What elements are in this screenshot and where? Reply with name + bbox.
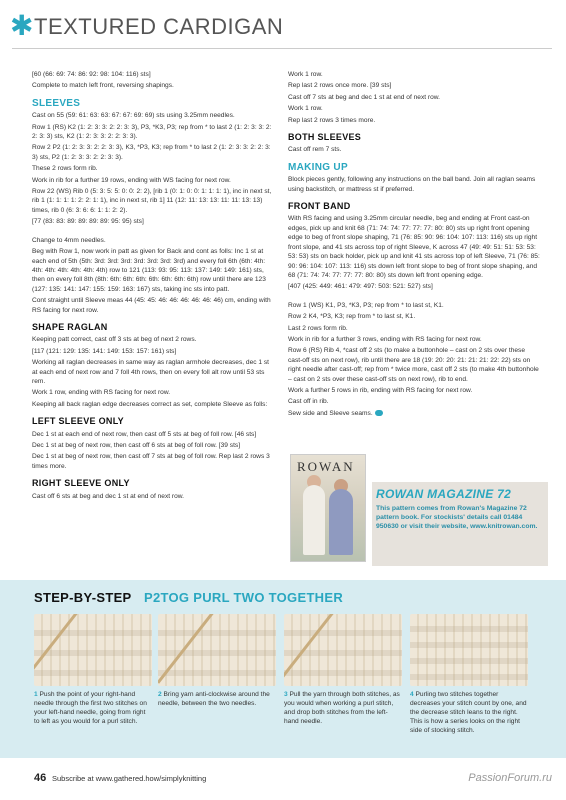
sleeves-line: [77 (83: 83: 89: 89: 89: 89: 95: 95) sts]: [32, 218, 144, 226]
top-line: Rep last 2 rows 3 times more.: [288, 116, 376, 124]
section-heading-sleeves: SLEEVES: [32, 97, 81, 109]
sleeves-line: Work in rib for a further 19 rows, ending with WS facing for next row.: [32, 176, 231, 184]
change-line: Beg with Row 1, now work in patt as given for Back and cont as folls: Inc 1 st at each end of 5th (5th: 3rd: 3rd: 3rd: 3rd: 3rd: 3rd: 3rd) and every foll 6th (6th: 4th: 4th: 4th: 4th: 4th: 4th: 4th) row to 121 (113: 93: 95: 113: 137: 149: 149: 161) sts, then on every foll 8th (8th: 6th: 6th: 6th: 6th: 6th: 6th: 6th) row until there are 123 (127: 135: 141: 147: 155: 159: 163: 167) sts, taking inc sts into patt.: [32, 248, 266, 293]
model-figure: [329, 489, 353, 555]
step-by-step-title: STEP-BY-STEP: [34, 590, 132, 605]
section-heading-making-up: MAKING UP: [288, 161, 348, 173]
subscribe-link[interactable]: Subscribe at www.gathered.how/simplyknitting: [52, 774, 207, 783]
step-1: [34, 614, 152, 726]
step-caption: [158, 690, 276, 708]
rowan-ad: [290, 446, 550, 570]
step-photo: [284, 614, 402, 686]
shape-line: Work 1 row, ending with RS facing for next row.: [32, 389, 171, 397]
step-photo: [158, 614, 276, 686]
step-caption: [284, 690, 402, 726]
step-caption: [410, 690, 528, 735]
column-right: [288, 70, 540, 420]
ad-textbox: [372, 482, 548, 566]
band2-line: Work a further 5 rows in rib, ending with RS facing for next row.: [288, 386, 473, 394]
sleeves-line: These 2 rows form rib.: [32, 165, 98, 173]
step-text: Push the point of your right-hand needle through the first two stitches on your left-hand needle, going from right to left as you would for a purl stitch.: [34, 691, 147, 725]
band2-text: Sew side and Sleeve seams.: [288, 409, 373, 417]
step-text: Pull the yarn through both stitches, as you would when working a purl stitch, and drop both stitches from the left-hand needle.: [284, 691, 400, 725]
step-text: Bring yarn anti-clockwise around the needle, between the two needles.: [158, 691, 270, 707]
section-heading-left-sleeve: LEFT SLEEVE ONLY: [32, 416, 124, 427]
band2-line: Row 1 (WS) K1, P3, *K3, P3; rep from * to last st, K1.: [288, 301, 444, 309]
intro-line: [60 (66: 69: 74: 86: 92: 98: 104: 116) sts]: [32, 71, 151, 78]
band2-line: Last 2 rows form rib.: [288, 324, 348, 332]
section-heading-shape-raglan: SHAPE RAGLAN: [32, 321, 108, 332]
step-by-step-panel: [0, 580, 566, 758]
step-photo: [34, 614, 152, 686]
asterisk-icon: ✱: [10, 10, 34, 41]
page-title: TEXTURED CARDIGAN: [34, 14, 284, 39]
shape-line: [117 (121: 129: 135: 141: 149: 153: 157: 161) sts]: [32, 347, 177, 355]
both-line: Cast off rem 7 sts.: [288, 146, 342, 154]
cover-logo: ROWAN: [297, 459, 355, 474]
change-line: Cont straight until Sleeve meas 44 (45: 45: 46: 46: 46: 46: 46: 46) cm, ending with RS facing for next row.: [32, 297, 271, 314]
shape-line: Keeping all back raglan edge decreases correct as set, complete Sleeve as folls:: [32, 400, 268, 408]
left-line: Dec 1 st at beg of next row, then cast off 7 sts at beg of foll row. Rep last 2 rows 3 times more.: [32, 453, 270, 470]
section-heading-both-sleeves: BOTH SLEEVES: [288, 132, 362, 143]
shape-line: Keeping patt correct, cast off 3 sts at beg of next 2 rows.: [32, 336, 197, 344]
ad-body: This pattern comes from Rowan's Magazine 72 pattern book. For stockists' details call 01484 950630 or visit their website, www.knitrowan.com.: [376, 505, 538, 530]
sleeves-line: Row 22 (WS) Rib 0 (5: 3: 5: 5: 0: 0: 2: 2), [rib 1 (0: 1: 0: 0: 1: 1: 1: 1), inc in next st, rib 1 (1: 1: 1: 1: 2: 2: 1: 1), inc in next st, rib 1] 11 (12: 11: 13: 13: 11: 11: 13: 13) times, rib 0 (6: 3: 6: 6: 1: 1: 2: 2).: [32, 188, 272, 214]
technique-title: P2TOG PURL TWO TOGETHER: [144, 590, 344, 605]
band2-line: Cast off in rib.: [288, 398, 329, 406]
step-3: [284, 614, 402, 726]
step-text: Purling two stitches together decreases your stitch count by one, and the decrease stitch leans to the right. This is how a series looks on the right side of stocking stitch.: [410, 691, 527, 734]
step-number: 3: [284, 691, 288, 698]
sleeves-line: Cast on 55 (59: 61: 63: 63: 67: 67: 69: 69) sts using 3.25mm needles.: [32, 112, 235, 120]
band-line: With RS facing and using 3.25mm circular needle, beg and ending at Front cast-on edges, pick up and knit 68 (71: 74: 74: 77: 77: 77: 80: 80) sts up right front opening edge to beg of front slope shaping, 71 (76: 85: 90: 96: 104: 107: 113: 116) sts up right front slope, and 41 sts across top of right Sleeve, K across 47 (49: 49: 51: 51: 53: 53: 53: 53) sts on back holder, pick up and knit 41 sts across top of left Sleeve, 71 (76: 85: 90: 96: 104: 107: 113: 116) sts down left front slope to beg of front slope shaping, and 68 (71: 74: 74: 77: 77: 77: 80: 80) sts down left front opening edge.: [288, 215, 540, 279]
band-line: [407 (425: 449: 461: 479: 497: 503: 521: 527) sts]: [288, 283, 433, 291]
top-line: Work 1 row.: [288, 71, 323, 78]
step-number: 4: [410, 691, 414, 698]
section-heading-front-band: FRONT BAND: [288, 201, 351, 212]
end-mark-icon: [375, 410, 383, 416]
left-line: Dec 1 st at each end of next row, then cast off 5 sts at beg of foll row. [46 sts]: [32, 430, 257, 438]
top-line: Cast off 7 sts at beg and dec 1 st at end of next row.: [288, 93, 440, 101]
intro-line: Complete to match left front, reversing shapings.: [32, 82, 174, 90]
section-heading-right-sleeve: RIGHT SLEEVE ONLY: [32, 478, 130, 489]
step-caption: [34, 690, 152, 726]
band2-line: Work in rib for a further 3 rows, ending with RS facing for next row.: [288, 335, 482, 343]
band2-line: Row 2 K4, *P3, K3; rep from * to last st, K1.: [288, 313, 416, 321]
page-footer: [0, 760, 566, 800]
model-figure: [303, 485, 325, 555]
sleeves-line: Row 1 (RS) K2 (1: 2: 3: 3: 2: 2: 3: 3), P3, *K3, P3; rep from * to last 2 (1: 2: 3: 3: 2: 2: 3: 3) sts, K2 (1: 2: 3: 3: 2: 2: 3: 3).: [32, 123, 272, 141]
making-line: Block pieces gently, following any instructions on the ball band. Join all raglan seams using backstitch, or mattress st if preferred.: [288, 176, 536, 193]
header-divider: [12, 48, 552, 49]
shape-line: Working all raglan decreases in same way as raglan armhole decreases, dec 1 st at each end of next row and 7 foll 4th rows, then on every foll alt row until 53 sts rem.: [32, 359, 270, 385]
sleeves-line: Row 2 P2 (1: 2: 3: 3: 2: 2: 3: 3), K3, *P3, K3; rep from * to last 2 (1: 2: 3: 3: 2: 2: 3: 3) sts, P2 (1: 2: 3: 3: 2: 2: 3: 3).: [32, 144, 271, 161]
step-number: 1: [34, 691, 38, 698]
band2-line: [288, 409, 540, 418]
magazine-cover: [290, 454, 366, 562]
change-line: Change to 4mm needles.: [32, 236, 106, 244]
right-line: Cast off 6 sts at beg and dec 1 st at end of next row.: [32, 492, 184, 500]
left-line: Dec 1 st at beg of next row, then cast off 6 sts at beg of foll row. [39 sts]: [32, 442, 241, 449]
page-number: 46: [34, 772, 47, 784]
ad-title: ROWAN MAGAZINE 72: [376, 487, 512, 501]
step-2: [158, 614, 276, 708]
column-left: [32, 70, 272, 503]
watermark: PassionForum.ru: [468, 772, 552, 784]
band2-line: Row 6 (RS) Rib 4, *cast off 2 sts (to make a buttonhole – cast on 2 sts over these cast-off sts on next row), rib until there are 18 (19: 20: 20: 21: 21: 21: 22: 22) sts on right needle after cast-off; rep from * twice more, cast off 2 sts (to make 4th buttonhole – cast on 2 sts over these cast-off sts on next row), rib to end.: [288, 347, 539, 383]
step-photo: [410, 614, 528, 686]
top-line: Work 1 row.: [288, 105, 323, 113]
top-line: Rep last 2 rows once more. [39 sts]: [288, 82, 392, 90]
step-number: 2: [158, 691, 162, 698]
step-4: [410, 614, 528, 735]
page-header: [0, 0, 566, 56]
